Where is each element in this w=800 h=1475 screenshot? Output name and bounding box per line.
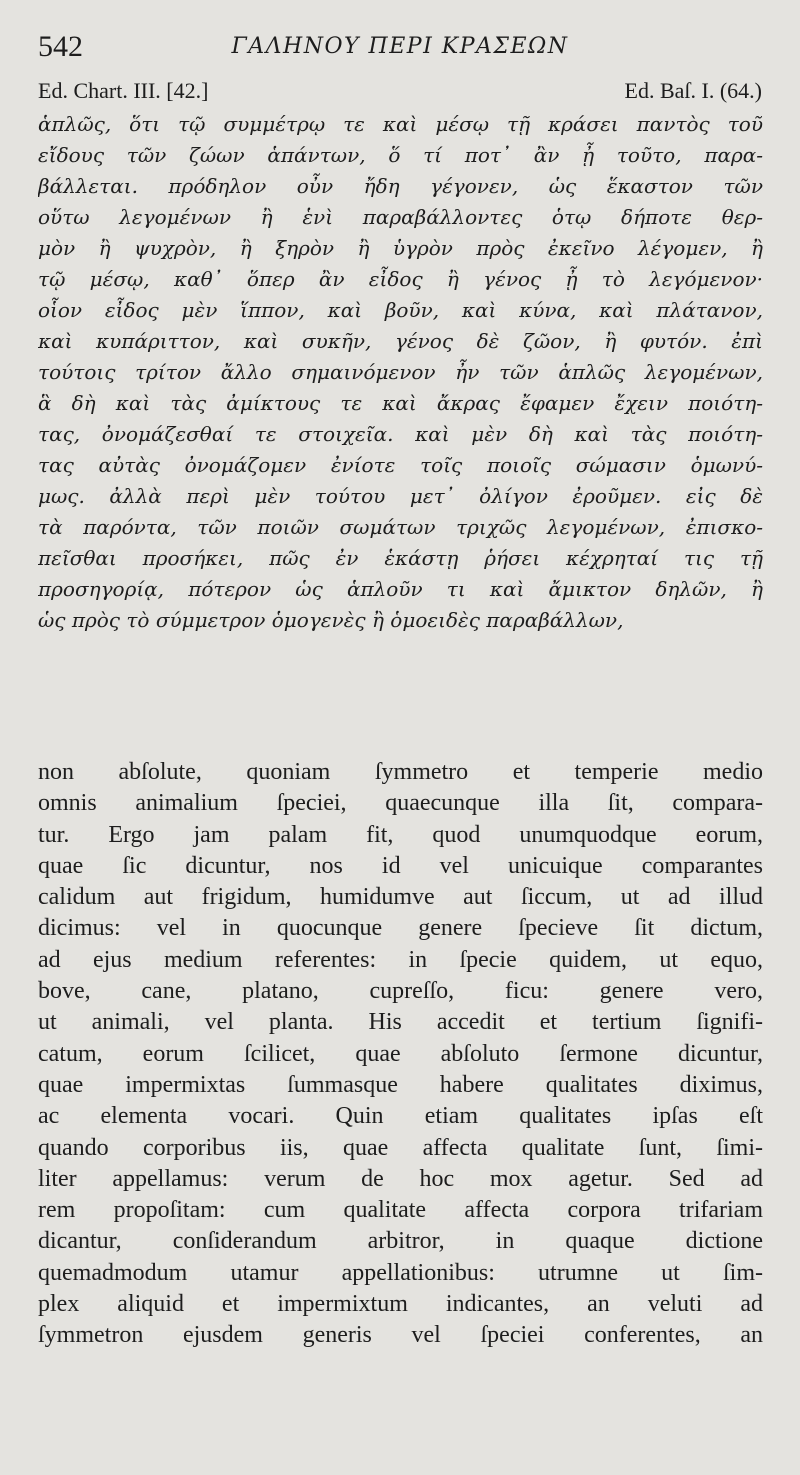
greek-text-line: εἴδους τῶν ζώων ἁπάντων, ὅ τί ποτ᾽ ἂν ᾖ τοῦτο, παρα- <box>38 143 763 167</box>
latin-text-line: rem propoſitam: cum qualitate affecta corpora trifariam <box>38 1197 763 1224</box>
greek-text-line: βάλλεται. πρόδηλον οὖν ἤδη γέγονεν, ὡς ἕκαστον τῶν <box>38 174 763 198</box>
latin-text-line: quae ſic dicuntur, nos id vel unicuique comparantes <box>38 852 763 879</box>
greek-text-line: ἃ δὴ καὶ τὰς ἀμίκτους τε καὶ ἄκρας ἔφαμεν ἔχειν ποιότη- <box>38 391 763 415</box>
latin-text-block <box>38 757 763 1352</box>
latin-text-line: non abſolute, quoniam ſymmetro et temperie medio <box>38 759 763 785</box>
edition-reference-right: Ed. Baſ. I. (64.) <box>624 78 762 103</box>
greek-text-line: τας, ὀνομάζεσθαί τε στοιχεῖα. καὶ μὲν δὴ καὶ τὰς ποιότη- <box>38 422 763 446</box>
greek-text-line: μὸν ἢ ψυχρὸν, ἢ ξηρὸν ἢ ὑγρὸν πρὸς ἐκεῖνο λέγομεν, ἢ <box>38 236 763 260</box>
latin-text-line: ad ejus medium referentes: in ſpecie quidem, ut equo, <box>38 946 763 973</box>
edition-reference-left: Ed. Chart. III. [42.] <box>38 78 209 103</box>
greek-text-line: τῷ μέσῳ, καθ᾽ ὅπερ ἂν εἶδος ἢ γένος ᾖ τὸ λεγόμενον· <box>38 267 763 291</box>
latin-text-line: quando corporibus iis, quae affecta qualitate ſunt, ſimi- <box>38 1134 763 1161</box>
greek-text-line: ἁπλῶς, ὅτι τῷ συμμέτρῳ τε καὶ μέσῳ τῇ κράσει παντὸς τοῦ <box>38 112 763 136</box>
latin-text-line: liter appellamus: verum de hoc mox agetur. Sed ad <box>38 1165 763 1192</box>
greek-text-line: προσηγορίᾳ, πότερον ὡς ἁπλοῦν τι καὶ ἄμικτον δηλῶν, ἢ <box>38 577 763 601</box>
greek-text-block <box>38 109 763 636</box>
greek-text-line: τας αὐτὰς ὀνομάζομεν ἐνίοτε τοῖς ποιοῖς σώμασιν ὁμωνύ- <box>38 453 763 477</box>
greek-text-line: καὶ κυπάριττον, καὶ συκῆν, γένος δὲ ζῶον, ἢ φυτόν. ἐπὶ <box>38 329 763 353</box>
running-title: ΓΑΛΗΝΟΥ ΠΕΡΙ ΚΡΑΣΕΩΝ <box>231 34 569 59</box>
latin-text-line: catum, eorum ſcilicet, quae abſoluto ſermone dicuntur, <box>38 1040 763 1067</box>
latin-text-line: quae impermixtas ſummasque habere qualitates diximus, <box>38 1071 763 1098</box>
latin-text-line: bove, cane, platano, cupreſſo, ficu: genere vero, <box>38 978 763 1005</box>
edition-reference-line <box>38 78 762 108</box>
greek-text-line: οὕτω λεγομένων ἢ ἑνὶ παραβάλλοντες ὁτῳ δήποτε θερ- <box>38 205 763 229</box>
greek-text-line: τὰ παρόντα, τῶν ποιῶν σωμάτων τριχῶς λεγομένων, ἐπισκο- <box>38 515 763 539</box>
latin-text-line: ut animali, vel planta. His accedit et tertium ſignifi- <box>38 1009 763 1036</box>
latin-text-line: dicantur, conſiderandum arbitror, in quaque dictione <box>38 1228 763 1255</box>
greek-text-line: ὡς πρὸς τὸ σύμμετρον ὁμογενὲς ἢ ὁμοειδὲς παραβάλλων, <box>38 608 624 632</box>
page-header <box>38 26 762 66</box>
latin-text-line: ac elementa vocari. Quin etiam qualitates ipſas eſt <box>38 1103 763 1130</box>
page-number: 542 <box>38 30 83 63</box>
greek-text-line: οἷον εἶδος μὲν ἵππον, καὶ βοῦν, καὶ κύνα, καὶ πλάτανον, <box>38 298 763 322</box>
latin-text-line: omnis animalium ſpeciei, quaecunque illa ſit, compara- <box>38 790 763 817</box>
latin-text-line: dicimus: vel in quocunque genere ſpecieve ſit dictum, <box>38 915 763 942</box>
greek-text-line: πεῖσθαι προσήκει, πῶς ἐν ἑκάστῃ ῥήσει κέχρηταί τις τῇ <box>38 546 763 570</box>
latin-text-line: ſymmetron ejusdem generis vel ſpeciei conferentes, an <box>38 1322 763 1349</box>
latin-text-line: tur. Ergo jam palam fit, quod unumquodque eorum, <box>38 821 763 848</box>
latin-text-line: quemadmodum utamur appellationibus: utrumne ut ſim- <box>38 1259 763 1286</box>
greek-text-line: τούτοις τρίτον ἄλλο σημαινόμενον ἦν τῶν ἁπλῶς λεγομένων, <box>38 360 763 384</box>
latin-text-line: calidum aut frigidum, humidumve aut ſiccum, ut ad illud <box>38 884 763 911</box>
greek-text-line: μως. ἀλλὰ περὶ μὲν τούτου μετ᾽ ὀλίγον ἐροῦμεν. εἰς δὲ <box>38 484 763 508</box>
latin-text-line: plex aliquid et impermixtum indicantes, an veluti ad <box>38 1291 763 1318</box>
